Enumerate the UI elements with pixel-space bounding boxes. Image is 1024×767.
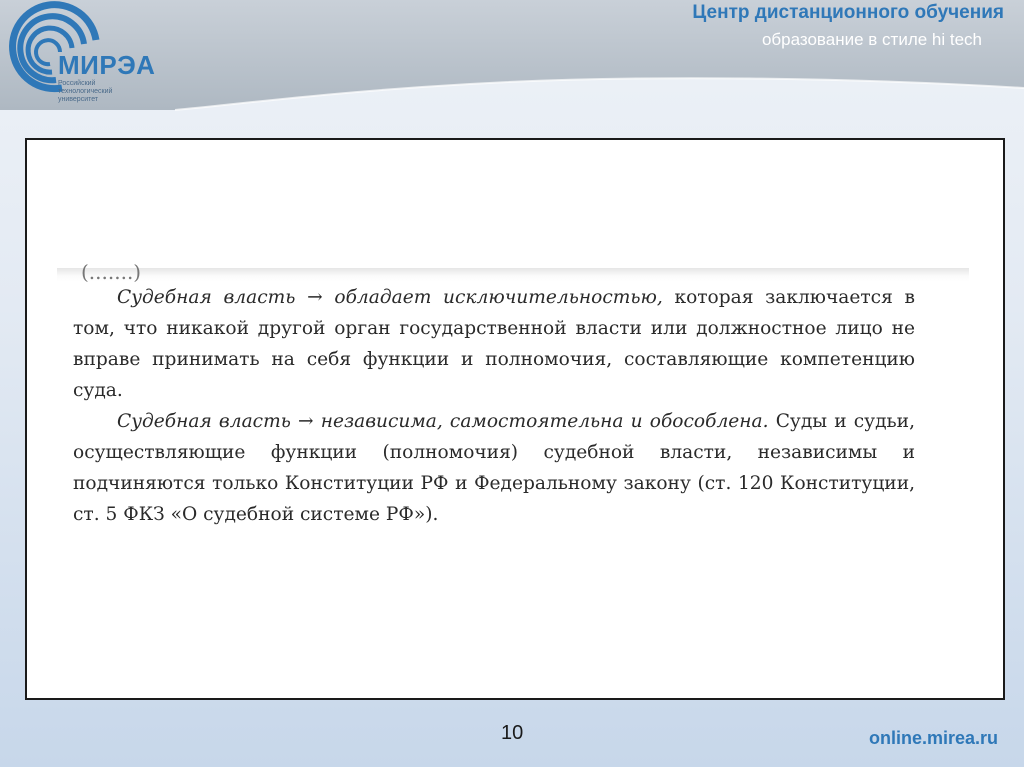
arrow-icon: →: [307, 287, 323, 308]
document-text: [73, 282, 915, 530]
center-subtitle: образование в стиле hi tech: [761, 30, 982, 49]
slide-header: [0, 0, 1024, 110]
arrow-icon: →: [297, 411, 314, 432]
page-number: 10: [501, 722, 524, 744]
cropped-line-fragment: (.......): [81, 260, 142, 284]
logo-subtitle: Российский технологический университет: [58, 80, 113, 103]
para1-text: которая заключается в том, что никакой другой орган государственной власти или должностное лицо не вправе принимать на себя функции и полномочия, составляющие компетенцию суда.: [73, 287, 915, 401]
center-title: Центр дистанционного обучения: [692, 2, 1004, 23]
paragraph-1: [73, 282, 915, 406]
para2-italic: независима, самостоятельна и обособлена.: [320, 411, 769, 432]
paragraph-2: [73, 406, 915, 530]
site-link[interactable]: online.mirea.ru: [868, 728, 998, 748]
para1-italic: обладает исключительностью,: [334, 287, 663, 308]
para2-text: Суды и судьи, осуществляющие функции (полномочия) судебной власти, независимы и подчиняются только Конституции РФ и Федеральному закону (ст. 120 Конституции, ст. 5 ФКЗ «О судебной системе РФ»).: [73, 411, 915, 525]
para1-lead: Судебная власть: [117, 287, 296, 308]
scanned-text-image: [57, 260, 969, 530]
para2-lead: Судебная власть: [117, 411, 291, 432]
logo-text: МИРЭА: [58, 50, 156, 80]
mirea-logo: [0, 0, 200, 110]
